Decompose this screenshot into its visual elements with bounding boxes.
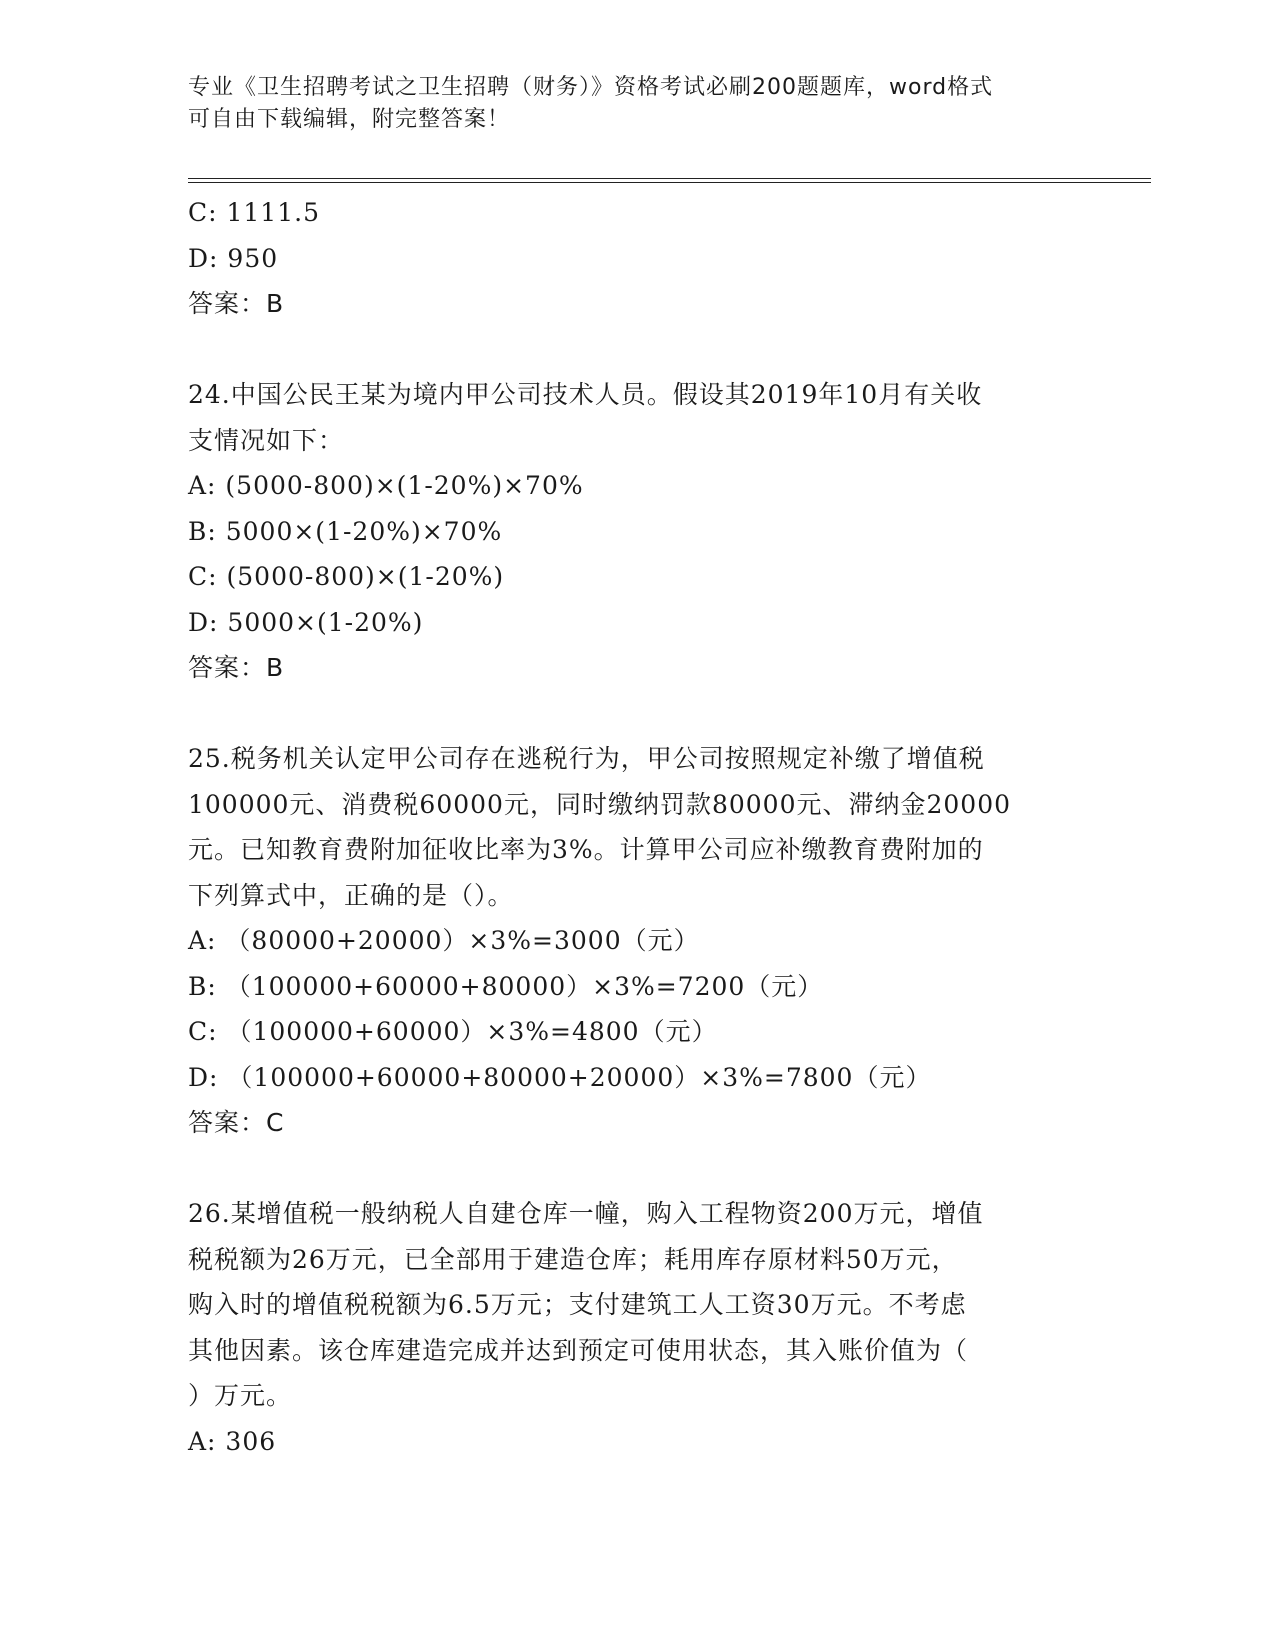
option-d: D: 950 xyxy=(188,243,279,273)
option-d: D: 5000×(1-20%) xyxy=(188,607,424,637)
option-b: B: 5000×(1-20%)×70% xyxy=(188,516,503,546)
question-stem-line: 25.税务机关认定甲公司存在逃税行为，甲公司按照规定补缴了增值税 xyxy=(188,744,985,773)
question-23-tail xyxy=(188,190,1088,327)
spacer xyxy=(188,327,1088,373)
option-c: C: (5000-800)×(1-20%) xyxy=(188,562,505,591)
question-stem-line: 下列算式中，正确的是（）。 xyxy=(188,880,514,910)
question-25 xyxy=(188,736,1088,1146)
question-stem-line: 购入时的增值税税额为6.5万元；支付建筑工人工资30万元。不考虑 xyxy=(188,1290,967,1319)
option-a: A: （80000+20000）×3%=3000（元） xyxy=(188,926,700,955)
spacer xyxy=(188,691,1088,737)
question-stem-line: 26.某增值税一般纳税人自建仓库一幢，购入工程物资200万元，增值 xyxy=(188,1199,984,1228)
option-c: C: （100000+60000）×3%=4800（元） xyxy=(188,1017,718,1046)
question-stem-line: 支情况如下： xyxy=(188,425,345,455)
header-title-line-2: 可自由下载编辑，附完整答案！ xyxy=(188,107,511,132)
spacer xyxy=(188,1146,1088,1192)
question-24 xyxy=(188,372,1088,691)
question-stem-line: 其他因素。该仓库建造完成并达到预定可使用状态，其入账价值为（ xyxy=(188,1335,969,1365)
answer-line: 答案：B xyxy=(188,289,285,318)
page-header xyxy=(188,72,1088,136)
header-title-line-1: 专业《卫生招聘考试之卫生招聘（财务）》资格考试必刷200题题库，word格式 xyxy=(188,75,994,100)
question-stem-line: 100000元、消费税60000元，同时缴纳罚款80000元、滞纳金20000 xyxy=(188,789,1012,819)
header-divider-bottom xyxy=(188,182,1151,183)
header-divider-top xyxy=(188,178,1151,179)
question-stem-line: 24.中国公民王某为境内甲公司技术人员。假设其2019年10月有关收 xyxy=(188,380,983,409)
option-d: D: （100000+60000+80000+20000）×3%=7800（元） xyxy=(188,1062,932,1092)
option-a: A: 306 xyxy=(188,1426,277,1456)
document-body xyxy=(188,190,1088,1464)
answer-line: 答案：C xyxy=(188,1108,285,1137)
question-stem-line: 元。已知教育费附加征收比率为3%。计算甲公司应补缴教育费附加的 xyxy=(188,835,984,864)
question-26 xyxy=(188,1191,1088,1464)
question-stem-line: 税税额为26万元，已全部用于建造仓库；耗用库存原材料50万元， xyxy=(188,1244,958,1274)
option-b: B: （100000+60000+80000）×3%=7200（元） xyxy=(188,971,824,1001)
answer-line: 答案：B xyxy=(188,653,285,682)
question-stem-line: ）万元。 xyxy=(188,1381,293,1410)
option-a: A: (5000-800)×(1-20%)×70% xyxy=(188,471,584,500)
option-c: C: 1111.5 xyxy=(188,198,320,227)
